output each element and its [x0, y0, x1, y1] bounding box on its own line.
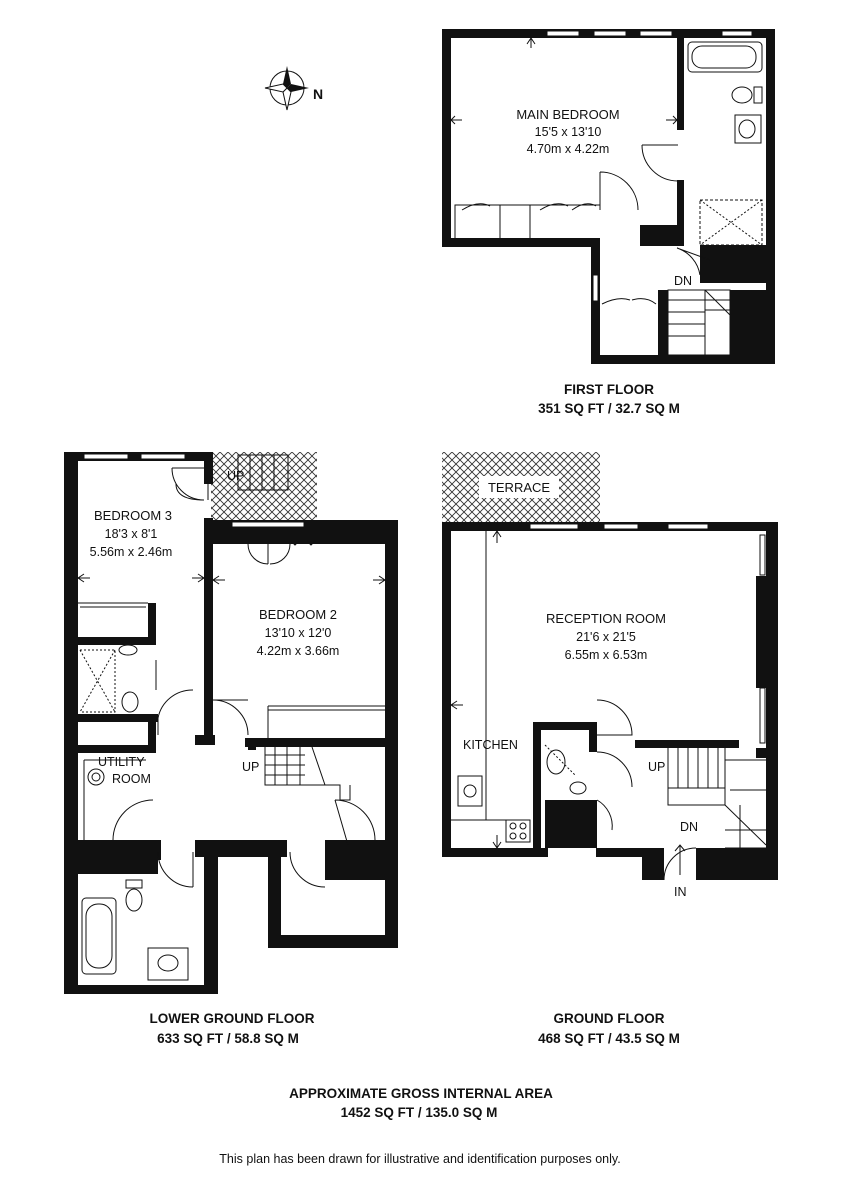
- utility-room-label-line2: ROOM: [112, 772, 151, 786]
- compass-north-label: N: [313, 86, 324, 102]
- bedroom-2-imperial: 13'10 x 12'0: [264, 626, 332, 640]
- entrance-label: IN: [674, 885, 687, 899]
- main-bedroom-name: MAIN BEDROOM: [516, 107, 620, 122]
- terrace-label: TERRACE: [487, 480, 551, 495]
- lower-ground-floor-area: 633 SQ FT / 58.8 SQ M: [157, 1031, 299, 1046]
- ground-floor-plan: [442, 452, 778, 899]
- lower-ground-floor-title: LOWER GROUND FLOOR: [149, 1011, 315, 1026]
- lightwell-hatch: [211, 452, 317, 522]
- bedroom-3-imperial: 18'3 x 8'1: [104, 527, 158, 541]
- kitchen-label: KITCHEN: [463, 738, 518, 752]
- main-bedroom-imperial: 15'5 x 13'10: [534, 125, 602, 139]
- ground-stair-up-label: UP: [648, 760, 666, 774]
- first-floor-plan: [442, 29, 775, 364]
- disclaimer-text: This plan has been drawn for illustrative and identification purposes only.: [219, 1152, 621, 1166]
- bedroom-2-name: BEDROOM 2: [258, 607, 338, 622]
- reception-room-imperial: 21'6 x 21'5: [576, 630, 636, 644]
- reception-room-name: RECEPTION ROOM: [546, 611, 666, 626]
- first-floor-area: 351 SQ FT / 32.7 SQ M: [538, 401, 680, 416]
- gross-area-value: 1452 SQ FT / 135.0 SQ M: [340, 1105, 498, 1120]
- ground-stair-dn-label: DN: [680, 820, 699, 834]
- gross-area-title: APPROXIMATE GROSS INTERNAL AREA: [289, 1086, 553, 1101]
- lower-ground-floor-plan: [64, 452, 398, 994]
- compass-rose-icon: [265, 66, 309, 110]
- main-bedroom-metric: 4.70m x 4.22m: [526, 142, 610, 156]
- reception-room-metric: 6.55m x 6.53m: [564, 648, 648, 662]
- bedroom-3-metric: 5.56m x 2.46m: [89, 545, 173, 559]
- ground-floor-title: GROUND FLOOR: [553, 1011, 665, 1026]
- lg-stair-up-inner-label: UP: [242, 760, 260, 774]
- first-floor-title: FIRST FLOOR: [564, 382, 654, 397]
- ground-floor-area: 468 SQ FT / 43.5 SQ M: [538, 1031, 680, 1046]
- first-floor-stair-dn-label: DN: [674, 274, 693, 288]
- bedroom-3-name: BEDROOM 3: [93, 508, 173, 523]
- lg-stair-up-outer-label: UP: [227, 469, 245, 483]
- bedroom-2-metric: 4.22m x 3.66m: [256, 644, 340, 658]
- utility-room-label-line1: UTILITY: [98, 755, 145, 769]
